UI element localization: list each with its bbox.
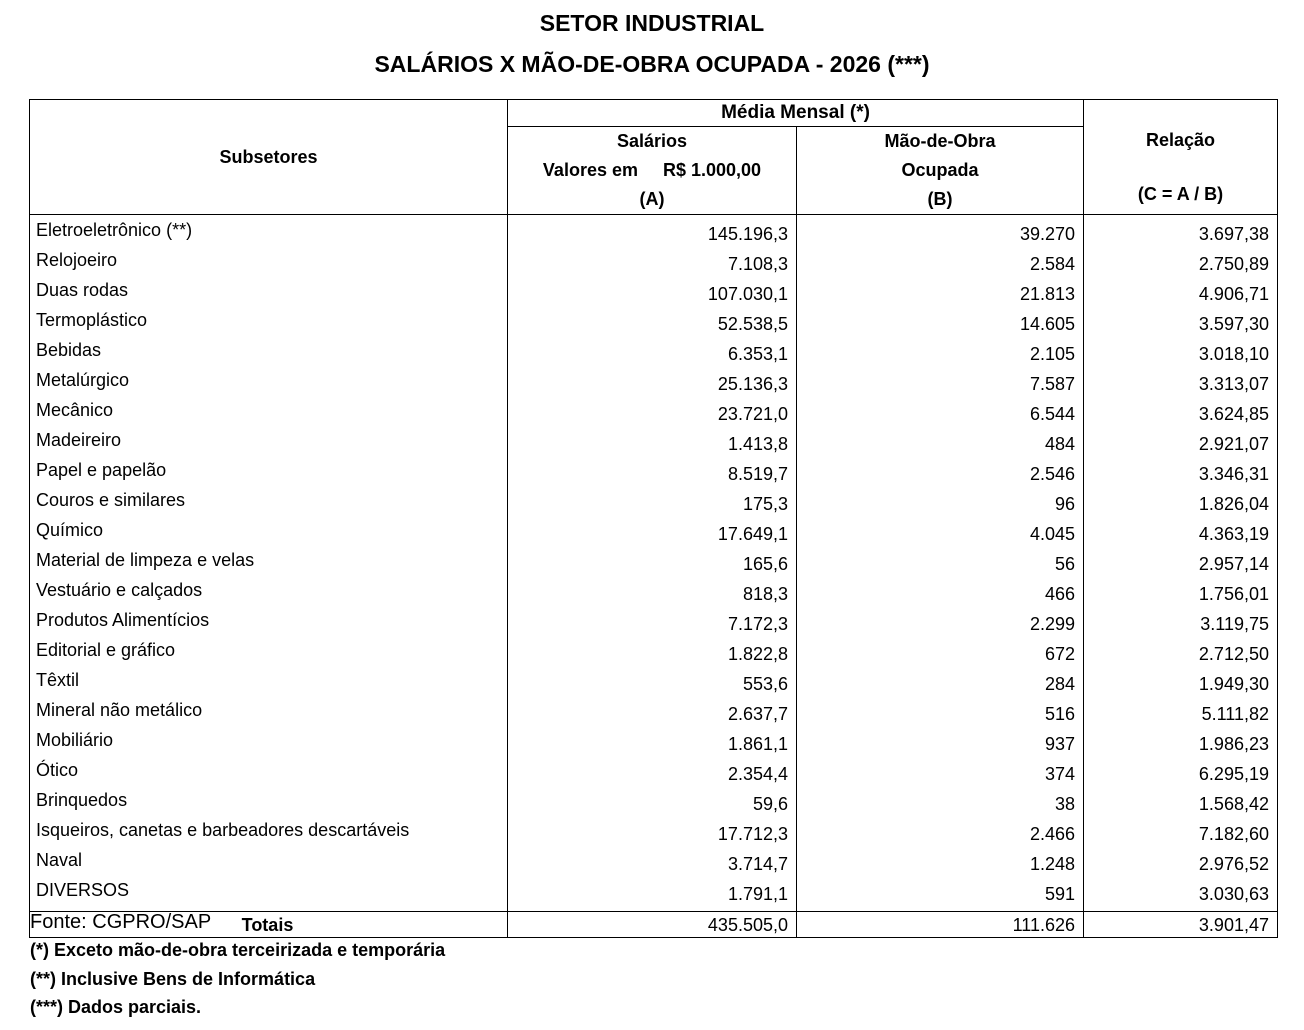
table-row xyxy=(30,787,1278,817)
subsetor-cell: Couros e similares xyxy=(30,487,508,517)
salarios-cell: 2.637,7 xyxy=(508,697,797,727)
relacao-cell: 2.976,52 xyxy=(1084,847,1278,877)
page-title: SETOR INDUSTRIAL xyxy=(539,10,765,36)
salarios-cell: 23.721,0 xyxy=(508,397,797,427)
mao-de-obra-cell: 1.248 xyxy=(797,847,1084,877)
salarios-cell: 1.791,1 xyxy=(508,877,797,912)
subsetor-cell: Eletroeletrônico (**) xyxy=(30,215,508,248)
subsetor-cell: Termoplástico xyxy=(30,307,508,337)
relacao-cell: 3.346,31 xyxy=(1084,457,1278,487)
mao-de-obra-cell: 96 xyxy=(797,487,1084,517)
subsetor-cell: Madeireiro xyxy=(30,427,508,457)
table-row xyxy=(30,727,1278,757)
subsetor-cell: Mineral não metálico xyxy=(30,697,508,727)
header-salarios-unit: Valores em R$ 1.000,00 xyxy=(542,160,762,180)
salarios-table xyxy=(29,99,1278,938)
salarios-cell: 1.861,1 xyxy=(508,727,797,757)
mao-de-obra-cell: 6.544 xyxy=(797,397,1084,427)
mao-de-obra-cell: 2.299 xyxy=(797,607,1084,637)
relacao-cell: 1.756,01 xyxy=(1084,577,1278,607)
table-row xyxy=(30,607,1278,637)
table-row xyxy=(30,577,1278,607)
salarios-cell: 2.354,4 xyxy=(508,757,797,787)
salarios-cell: 107.030,1 xyxy=(508,277,797,307)
table-row xyxy=(30,517,1278,547)
table-row xyxy=(30,697,1278,727)
mao-de-obra-cell: 7.587 xyxy=(797,367,1084,397)
mao-de-obra-cell: 38 xyxy=(797,787,1084,817)
table-body xyxy=(30,215,1278,912)
relacao-cell: 2.957,14 xyxy=(1084,547,1278,577)
mao-de-obra-cell: 2.584 xyxy=(797,247,1084,277)
subsetor-cell: Têxtil xyxy=(30,667,508,697)
page-subtitle: SALÁRIOS X MÃO-DE-OBRA OCUPADA - 2026 (***) xyxy=(374,51,930,77)
salarios-cell: 52.538,5 xyxy=(508,307,797,337)
table-row xyxy=(30,277,1278,307)
header-relacao-label: Relação xyxy=(1145,130,1216,150)
header-mao-de-obra xyxy=(797,127,1084,215)
relacao-cell: 5.111,82 xyxy=(1084,697,1278,727)
table-row xyxy=(30,247,1278,277)
relacao-cell: 3.119,75 xyxy=(1084,607,1278,637)
salarios-cell: 17.649,1 xyxy=(508,517,797,547)
table-row xyxy=(30,367,1278,397)
subsetor-cell: Produtos Alimentícios xyxy=(30,607,508,637)
subsetor-cell: Isqueiros, canetas e barbeadores descartáveis xyxy=(30,817,508,847)
subsetor-cell: Naval xyxy=(30,847,508,877)
totals-mao-de-obra: 111.626 xyxy=(797,912,1084,938)
table-row xyxy=(30,307,1278,337)
mao-de-obra-cell: 484 xyxy=(797,427,1084,457)
subsetor-cell: Relojoeiro xyxy=(30,247,508,277)
subsetor-cell: Metalúrgico xyxy=(30,367,508,397)
table-row xyxy=(30,487,1278,517)
mao-de-obra-cell: 516 xyxy=(797,697,1084,727)
mao-de-obra-cell: 2.105 xyxy=(797,337,1084,367)
relacao-cell: 3.030,63 xyxy=(1084,877,1278,912)
salarios-cell: 145.196,3 xyxy=(508,215,797,248)
mao-de-obra-cell: 937 xyxy=(797,727,1084,757)
subsetor-cell: Papel e papelão xyxy=(30,457,508,487)
salarios-cell: 818,3 xyxy=(508,577,797,607)
salarios-cell: 553,6 xyxy=(508,667,797,697)
relacao-cell: 4.363,19 xyxy=(1084,517,1278,547)
totals-label: Totais xyxy=(30,912,508,938)
mao-de-obra-cell: 374 xyxy=(797,757,1084,787)
mao-de-obra-cell: 4.045 xyxy=(797,517,1084,547)
header-mao-label-2: Ocupada xyxy=(901,160,979,180)
subsetor-cell: Bebidas xyxy=(30,337,508,367)
salarios-cell: 6.353,1 xyxy=(508,337,797,367)
salarios-cell: 59,6 xyxy=(508,787,797,817)
salarios-cell: 175,3 xyxy=(508,487,797,517)
table-row xyxy=(30,547,1278,577)
mao-de-obra-cell: 672 xyxy=(797,637,1084,667)
salarios-cell: 25.136,3 xyxy=(508,367,797,397)
mao-de-obra-cell: 2.466 xyxy=(797,817,1084,847)
subsetor-cell: Editorial e gráfico xyxy=(30,637,508,667)
subsetor-cell: Mobiliário xyxy=(30,727,508,757)
table-row xyxy=(30,847,1278,877)
relacao-cell: 1.949,30 xyxy=(1084,667,1278,697)
relacao-cell: 1.826,04 xyxy=(1084,487,1278,517)
relacao-cell: 1.568,42 xyxy=(1084,787,1278,817)
header-relacao xyxy=(1084,100,1278,215)
relacao-cell: 2.712,50 xyxy=(1084,637,1278,667)
table-row xyxy=(30,457,1278,487)
totals-relacao: 3.901,47 xyxy=(1084,912,1278,938)
relacao-cell: 3.018,10 xyxy=(1084,337,1278,367)
header-relacao-formula: (C = A / B) xyxy=(1137,184,1224,204)
mao-de-obra-cell: 466 xyxy=(797,577,1084,607)
subsetor-cell: Mecânico xyxy=(30,397,508,427)
mao-de-obra-cell: 14.605 xyxy=(797,307,1084,337)
header-mao-label: Mão-de-Obra xyxy=(884,131,996,151)
mao-de-obra-cell: 39.270 xyxy=(797,215,1084,248)
relacao-cell: 1.986,23 xyxy=(1084,727,1278,757)
table-row xyxy=(30,337,1278,367)
source-text: Fonte: CGPRO/SAP xyxy=(30,911,212,933)
header-mao-code: (B) xyxy=(927,189,953,209)
table-row xyxy=(30,397,1278,427)
footnotes xyxy=(30,908,445,1022)
table-row xyxy=(30,637,1278,667)
header-subsetores: Subsetores xyxy=(30,100,508,215)
subsetor-cell: Material de limpeza e velas xyxy=(30,547,508,577)
relacao-cell: 4.906,71 xyxy=(1084,277,1278,307)
mao-de-obra-cell: 284 xyxy=(797,667,1084,697)
table-row xyxy=(30,757,1278,787)
salarios-cell: 17.712,3 xyxy=(508,817,797,847)
footnote: (***) Dados parciais. xyxy=(30,997,202,1017)
header-salarios xyxy=(508,127,797,215)
header-salarios-code: (A) xyxy=(639,189,665,209)
subsetor-cell: Brinquedos xyxy=(30,787,508,817)
mao-de-obra-cell: 591 xyxy=(797,877,1084,912)
table-row xyxy=(30,427,1278,457)
relacao-cell: 7.182,60 xyxy=(1084,817,1278,847)
subsetor-cell: Duas rodas xyxy=(30,277,508,307)
table-row xyxy=(30,877,1278,912)
relacao-cell: 6.295,19 xyxy=(1084,757,1278,787)
relacao-cell: 2.921,07 xyxy=(1084,427,1278,457)
table-row xyxy=(30,817,1278,847)
relacao-cell: 2.750,89 xyxy=(1084,247,1278,277)
table-row xyxy=(30,215,1278,248)
relacao-cell: 3.313,07 xyxy=(1084,367,1278,397)
relacao-cell: 3.597,30 xyxy=(1084,307,1278,337)
header-salarios-label: Salários xyxy=(616,131,688,151)
totals-salarios: 435.505,0 xyxy=(508,912,797,938)
salarios-cell: 7.108,3 xyxy=(508,247,797,277)
salarios-cell: 165,6 xyxy=(508,547,797,577)
relacao-cell: 3.624,85 xyxy=(1084,397,1278,427)
table-header xyxy=(30,100,1278,215)
salarios-cell: 1.413,8 xyxy=(508,427,797,457)
mao-de-obra-cell: 2.546 xyxy=(797,457,1084,487)
table-row xyxy=(30,667,1278,697)
subsetor-cell: DIVERSOS xyxy=(30,877,508,912)
salarios-cell: 1.822,8 xyxy=(508,637,797,667)
salarios-cell: 7.172,3 xyxy=(508,607,797,637)
footnote: (*) Exceto mão-de-obra terceirizada e temporária xyxy=(30,940,446,960)
footnote: (**) Inclusive Bens de Informática xyxy=(30,968,316,989)
mao-de-obra-cell: 56 xyxy=(797,547,1084,577)
salarios-cell: 3.714,7 xyxy=(508,847,797,877)
subsetor-cell: Vestuário e calçados xyxy=(30,577,508,607)
header-media-mensal: Média Mensal (*) xyxy=(508,100,1084,127)
relacao-cell: 3.697,38 xyxy=(1084,215,1278,248)
subsetor-cell: Ótico xyxy=(30,757,508,787)
subsetor-cell: Químico xyxy=(30,517,508,547)
mao-de-obra-cell: 21.813 xyxy=(797,277,1084,307)
salarios-cell: 8.519,7 xyxy=(508,457,797,487)
